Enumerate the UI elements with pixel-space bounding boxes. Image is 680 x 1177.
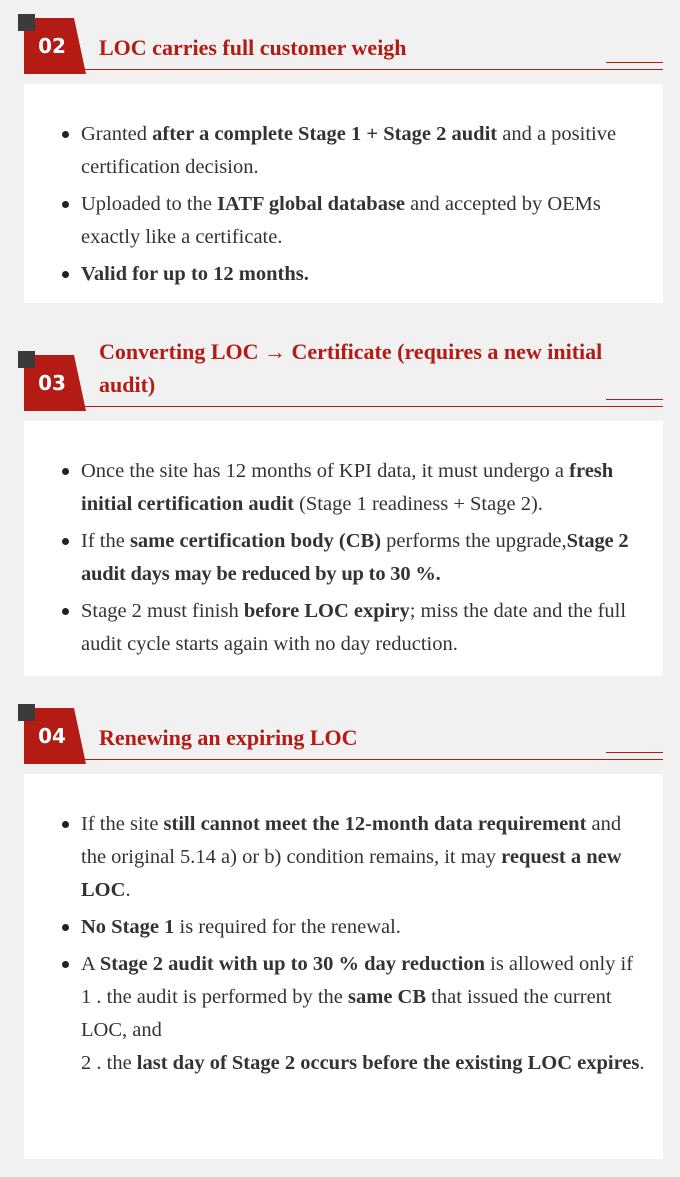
list-item — [81, 188, 645, 254]
item-text: that issued the current LOC, and — [81, 986, 612, 1041]
item-emphasis: fresh initial certification audit — [81, 460, 614, 515]
header-rule — [84, 69, 663, 70]
item-emphasis: last day of Stage 2 occurs before the existing LOC expires — [136, 1052, 640, 1074]
condition-line-1 — [81, 981, 645, 1047]
item-emphasis: No Stage 1 — [81, 916, 175, 938]
bullet-list — [24, 421, 663, 661]
item-text: 2 . the — [81, 1052, 137, 1074]
list-item — [81, 948, 645, 1080]
item-text: Stage 2 must finish — [81, 600, 244, 622]
item-text: (Stage 1 readiness + Stage 2). — [293, 493, 543, 515]
item-text: Granted — [81, 123, 153, 145]
item-text: Once the site has 12 months of KPI data, it must undergo a — [81, 460, 570, 482]
bullet-list — [24, 774, 663, 1080]
header-accent-line — [606, 752, 663, 753]
list-item — [81, 808, 645, 907]
item-text: 1 . the audit is performed by the — [81, 986, 349, 1008]
section-title: Renewing an expiring LOC — [99, 725, 358, 750]
list-item — [81, 525, 645, 591]
item-emphasis: still cannot meet the 12-month data requirement — [163, 813, 587, 835]
header-rule — [84, 406, 663, 407]
header-accent-line — [606, 399, 663, 400]
corner-square-icon — [18, 14, 35, 31]
list-item — [81, 911, 645, 944]
item-text: If the — [81, 530, 130, 552]
item-text: and a positive certification decision. — [81, 123, 617, 178]
section-number: 02 — [38, 34, 66, 58]
item-text: is required for the renewal. — [174, 916, 401, 938]
item-emphasis: same certification body (CB) — [129, 530, 382, 552]
item-text: . — [125, 879, 131, 901]
list-item — [81, 595, 645, 661]
list-item — [81, 258, 645, 291]
item-text: and the original 5.14 a) or b) condition remains, it may — [81, 813, 622, 868]
section-number: 03 — [38, 371, 66, 395]
item-emphasis: after a complete Stage 1 + Stage 2 audit — [152, 123, 498, 145]
section-card — [24, 774, 663, 1159]
item-emphasis: before LOC expiry — [243, 600, 410, 622]
item-text: . — [639, 1052, 645, 1074]
item-emphasis: Valid for up to 12 months. — [81, 263, 309, 285]
item-text: ; miss the date and the full audit cycle starts again with no day reduction. — [81, 600, 627, 655]
item-text: performs the upgrade, — [381, 530, 567, 552]
corner-square-icon — [18, 704, 35, 721]
list-item — [81, 118, 645, 184]
item-emphasis: Stage 2 audit days may be reduced by up to 30 %. — [81, 530, 629, 585]
item-text: If the site — [81, 813, 164, 835]
section-number: 04 — [38, 724, 66, 748]
item-emphasis: IATF global database — [217, 193, 406, 215]
header-rule — [84, 759, 663, 760]
header-accent-line — [606, 62, 663, 63]
section-card — [24, 421, 663, 676]
item-emphasis: same CB — [348, 986, 427, 1008]
item-text: is allowed only if — [485, 953, 634, 975]
list-item — [81, 455, 645, 521]
item-emphasis: request a new LOC — [81, 846, 622, 901]
section-card — [24, 84, 663, 303]
section-title: LOC carries full customer weigh — [99, 35, 407, 60]
condition-line-2 — [81, 1047, 645, 1080]
item-text: Uploaded to the — [81, 193, 218, 215]
item-text: and accepted by OEMs exactly like a certificate. — [81, 193, 601, 248]
bullet-list — [24, 84, 663, 291]
item-text: A — [81, 953, 100, 975]
item-emphasis: Stage 2 audit with up to 30 % day reduction — [99, 953, 485, 975]
section-title: Converting LOC → Certificate (requires a new initial audit) — [99, 339, 603, 397]
corner-square-icon — [18, 351, 35, 368]
